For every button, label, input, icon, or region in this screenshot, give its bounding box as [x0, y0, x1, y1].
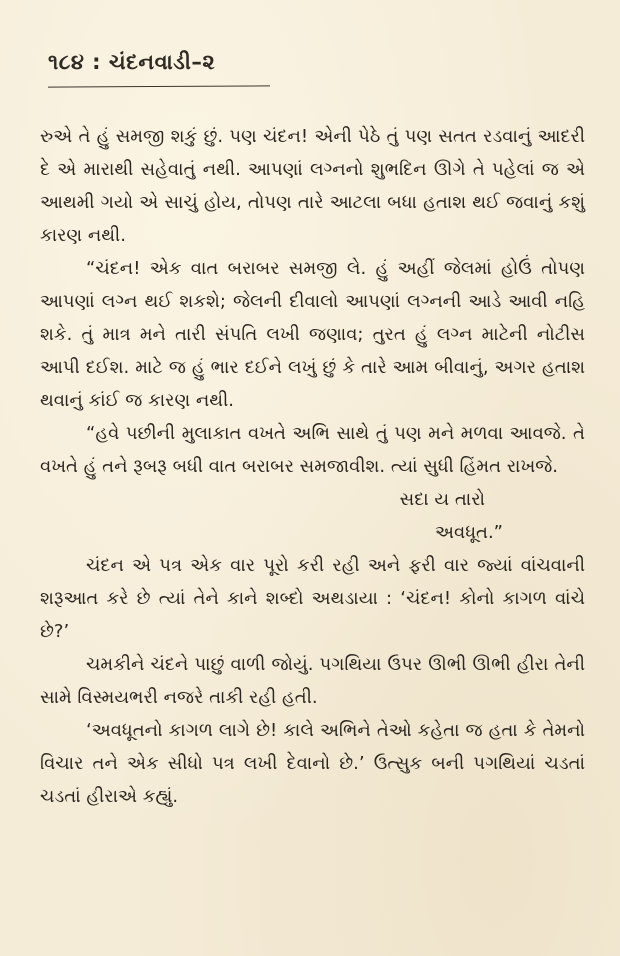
narration-paragraph-3: ‘અવધૂતનો કાગળ લાગે છે! કાલે અભિને તેઓ કહેતા જ હતા કે તેમનો વિચાર તને એક સીધો પત્ર લખી દેવાનો છે.’ ઉત્સુક બની પગથિયાં ચડતાં ચડતાં હીરાએ કહ્યું.	[40, 720, 585, 807]
paragraph-2: “ચંદન! એક વાત બરાબર સમજી લે. હું અહીં જેલમાં હોઉં તોપણ આપણાં લગ્ન થઈ શકશે; જેલની દીવાલો આપણાં લગ્નની આડે આવી નહિ શકે. તું માત્ર મને તારી સંપતિ લખી જણાવ; તુરત હું લગ્ન માટેની નોટીસ આપી દઈશ. માટે જ હું ભાર દઈને લખું છું કે તારે આમ બીવાનું, અગર હતાશ થવાનું કાંઈ જ કારણ નથી.	[40, 258, 585, 411]
letter-signature: અવધૂત.”	[435, 522, 503, 543]
header-underline	[48, 85, 270, 87]
narration-paragraph-2: ચમકીને ચંદને પાછું વાળી જોયું. પગથિયા ઉપર ઊભી ઊભી હીરા તેની સામે વિસ્મયભરી નજરે તાકી રહી હતી.	[40, 654, 585, 708]
paragraph-1: રુએ તે હું સમજી શકું છું. પણ ચંદન! એની પેઠે તું પણ સતત રડવાનું આદરી દે એ મારાથી સહેવાતું નથી. આપણાં લગ્નનો શુભદિન ઊગે તે પહેલાં જ એ આથમી ગયો એ સાચું હોય, તોપણ તારે આટલા બધા હતાશ થઈ જવાનું કશું કારણ નથી.	[40, 126, 585, 246]
paragraph-3: “હવે પછીની મુલાકાત વખતે અભિ સાથે તું પણ મને મળવા આવજે. તે વખતે હું તને રૂબરૂ બધી વાત બરાબર સમજાવીશ. ત્યાં સુધી હિંમત રાખજે.	[40, 423, 585, 477]
letter-signoff: સદા ય તારો	[399, 489, 485, 510]
narration-paragraph-1: ચંદન એ પત્ર એક વાર પૂરો કરી રહી અને ફરી વાર જ્યાં વાંચવાની શરૂઆત કરે છે ત્યાં તેને કાને શબ્દો અથડાયા : ‘ચંદન! કોનો કાગળ વાંચે છે?’	[40, 555, 585, 642]
page-body	[40, 120, 585, 813]
running-head: ૧૮૪ : ચંદનવાડી–૨	[48, 50, 216, 74]
